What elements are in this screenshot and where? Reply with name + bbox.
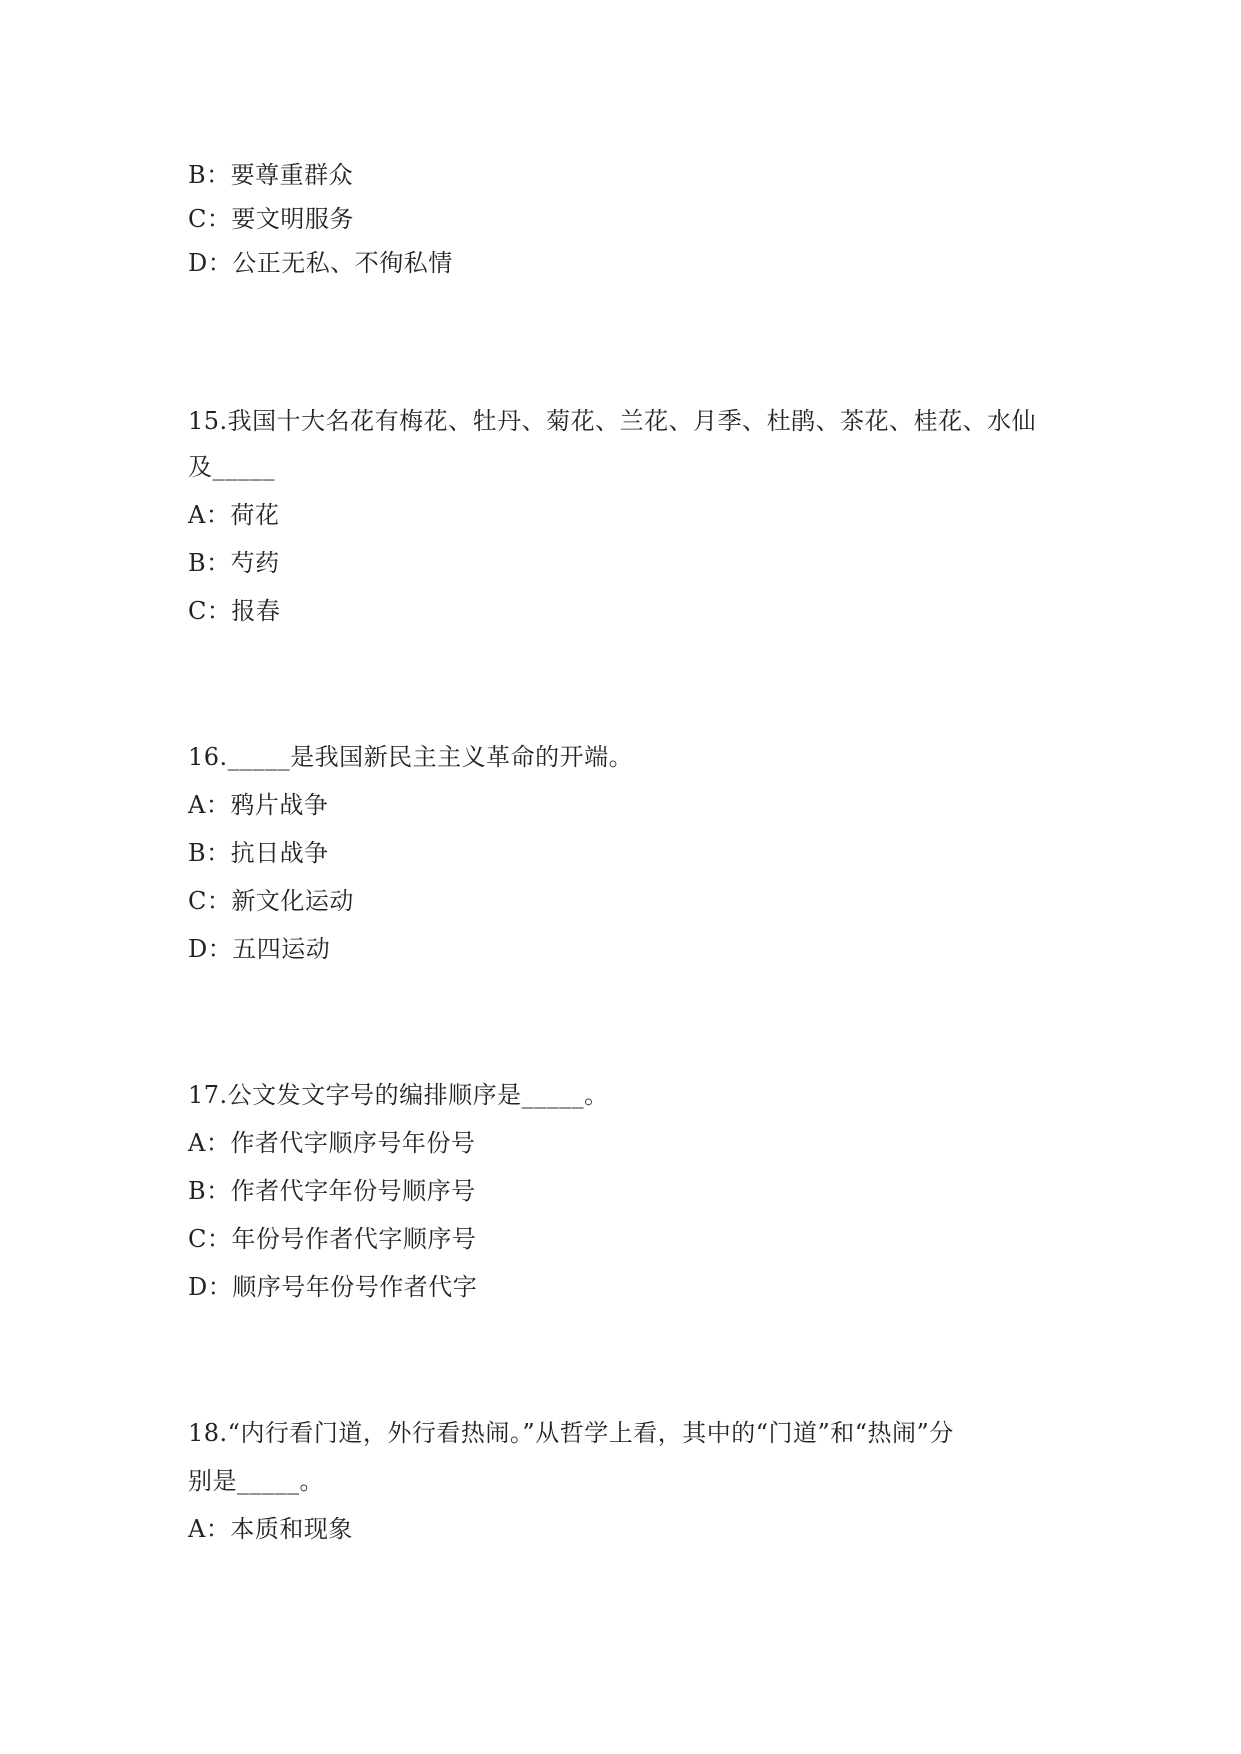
option-d: D：五四运动 xyxy=(188,935,331,963)
option-c: C：要文明服务 xyxy=(188,205,354,233)
option-a: A：鸦片战争 xyxy=(188,791,329,819)
question-stem: 16._____是我国新民主主义革命的开端。 xyxy=(188,743,634,771)
option-a: A：本质和现象 xyxy=(188,1515,353,1543)
question-stem: 15.我国十大名花有梅花、牡丹、菊花、兰花、月季、杜鹃、茶花、桂花、水仙 xyxy=(188,407,1037,435)
option-b: B：作者代字年份号顺序号 xyxy=(188,1177,476,1205)
option-b: B：要尊重群众 xyxy=(188,161,354,189)
option-b: B：芍药 xyxy=(188,549,280,577)
option-b: B：抗日战争 xyxy=(188,839,329,867)
option-a: A：荷花 xyxy=(188,501,280,529)
option-d: D：公正无私、不徇私情 xyxy=(188,249,453,277)
question-stem: 17.公文发文字号的编排顺序是_____。 xyxy=(188,1081,609,1109)
option-a: A：作者代字顺序号年份号 xyxy=(188,1129,476,1157)
option-c: C：报春 xyxy=(188,597,281,625)
question-stem: 18.“内行看门道，外行看热闹。”从哲学上看，其中的“门道”和“热闹”分 xyxy=(188,1419,954,1447)
question-stem-continued: 及_____ xyxy=(188,453,275,481)
option-d: D：顺序号年份号作者代字 xyxy=(188,1273,478,1301)
option-c: C：新文化运动 xyxy=(188,887,354,915)
question-stem-continued: 别是_____。 xyxy=(188,1467,324,1495)
option-c: C：年份号作者代字顺序号 xyxy=(188,1225,477,1253)
